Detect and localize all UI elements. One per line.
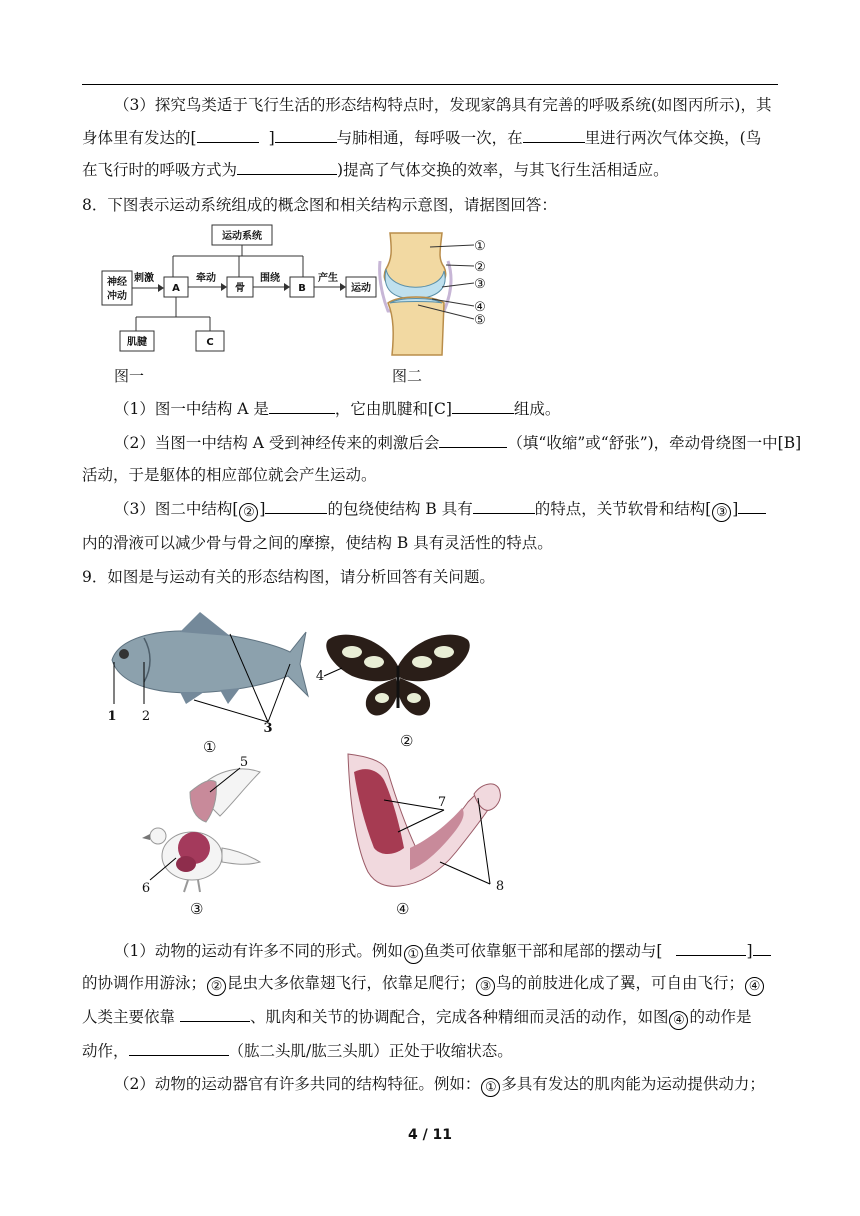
svg-text:骨: 骨 — [235, 283, 245, 294]
blank-q7-c[interactable] — [523, 127, 585, 143]
blank-q7-a[interactable] — [197, 127, 259, 143]
q8-p2-line1: （2）当图一中结构 A 受到神经传来的刺激后会 （填“收缩”或“舒张”)，牵动骨绕图一中[B] — [114, 434, 802, 452]
svg-text:1: 1 — [107, 709, 117, 724]
text-motion-system: 运动系统 — [222, 231, 262, 242]
svg-text:B: B — [298, 283, 306, 294]
blank-q8-3c[interactable] — [738, 498, 766, 514]
fish-figure — [100, 604, 310, 736]
blank-q8-3b[interactable] — [473, 498, 535, 514]
svg-text:C: C — [206, 337, 214, 348]
svg-text:②: ② — [474, 260, 486, 275]
q8-p3-line2: 内的滑液可以减少骨与骨之间的摩擦，使结构 B 具有灵活性的特点。 — [82, 534, 553, 552]
svg-text:③: ③ — [474, 277, 486, 292]
svg-text:4: 4 — [315, 669, 325, 684]
blank-q8-1a[interactable] — [269, 398, 335, 414]
q8-p1: （1）图一中结构 A 是 ，它由肌腱和[C] 组成。 — [114, 400, 561, 418]
q7-3-line2: 身体里有发达的[ ] 与肺相通，每呼吸一次，在 里进行两次气体交换，(鸟 — [82, 129, 762, 147]
blank-q9-1a[interactable] — [676, 940, 746, 956]
svg-text:肌腱: 肌腱 — [127, 337, 147, 348]
q8-p3-line1: （3）图二中结构[ ② ] 的包绕使结构 B 具有 的特点，关节软骨和结构[ ③ ] — [114, 498, 778, 522]
svg-text:7: 7 — [437, 795, 447, 810]
caption-fig1: 图一 — [114, 367, 145, 385]
svg-text:产生: 产生 — [318, 273, 338, 284]
blank-q9-1c[interactable] — [180, 1006, 250, 1022]
svg-text:A: A — [172, 283, 180, 294]
svg-text:6: 6 — [141, 881, 151, 896]
q8-p2-line2: 活动，于是躯体的相应部位就会产生运动。 — [82, 466, 377, 484]
joint-diagram — [376, 231, 496, 357]
q9-p2-line1: （2）动物的运动器官有许多共同的结构特征。例如： ① 多具有发达的肌肉能为运动提供动力； — [114, 1075, 765, 1095]
header-rule — [82, 84, 778, 85]
svg-text:牵动: 牵动 — [196, 273, 216, 284]
svg-text:冲动: 冲动 — [107, 291, 127, 302]
svg-text:3: 3 — [263, 721, 273, 736]
q9-p1-line2: 的协调作用游泳； ② 昆虫大多依靠翅飞行，依靠足爬行； ③ 鸟的前肢进化成了翼，可自由飞行； ④ — [82, 972, 778, 996]
q9-title: 9．如图是与运动有关的形态结构图，请分析回答有关问题。 — [82, 568, 495, 586]
butterfly-figure — [312, 626, 482, 736]
svg-text:①: ① — [474, 239, 486, 254]
bird-figure — [136, 752, 266, 898]
blank-q8-2a[interactable] — [439, 432, 507, 448]
svg-text:8: 8 — [495, 879, 505, 894]
svg-text:刺激: 刺激 — [134, 273, 154, 284]
blank-q9-1b[interactable] — [753, 940, 771, 956]
blank-q7-d[interactable] — [237, 159, 337, 175]
svg-text:2: 2 — [141, 709, 151, 724]
svg-text:运动: 运动 — [351, 283, 371, 294]
q9-p1-line3: 人类主要依靠 、肌肉和关节的协调配合，完成各种精细而灵活的动作，如图 ④ 的动作是 — [82, 1008, 752, 1028]
q7-3-line1: （3）探究鸟类适于飞行生活的形态结构特点时，发现家鸽具有完善的呼吸系统(如图丙所示)，其 — [114, 96, 772, 114]
svg-text:神经: 神经 — [107, 277, 127, 288]
q8-title: 8．下图表示运动系统组成的概念图和相关结构示意图，请据图回答： — [82, 196, 557, 214]
q9-p1-line1: （1）动物的运动有许多不同的形式。例如 ① 鱼类可依靠躯干部和尾部的摆动与[ ] — [114, 940, 778, 964]
page-number: 4 / 11 — [407, 1127, 453, 1143]
motion-system-concept-map — [100, 221, 380, 357]
caption-fig2: 图二 — [392, 367, 423, 385]
svg-text:④: ④ — [474, 300, 486, 315]
svg-text:5: 5 — [239, 755, 249, 770]
blank-q8-1b[interactable] — [452, 398, 514, 414]
svg-text:围绕: 围绕 — [260, 273, 280, 284]
blank-q7-b[interactable] — [275, 127, 337, 143]
q7-3-line3: 在飞行时的呼吸方式为 )提高了气体交换的效率，与其飞行生活相适应。 — [82, 161, 669, 179]
arm-figure — [344, 752, 514, 898]
blank-q8-3a[interactable] — [265, 498, 327, 514]
q9-p1-line4: 动作， （肱二头肌/肱三头肌）正处于收缩状态。 — [82, 1042, 513, 1060]
blank-q9-1d[interactable] — [129, 1040, 229, 1056]
svg-text:⑤: ⑤ — [474, 313, 486, 328]
